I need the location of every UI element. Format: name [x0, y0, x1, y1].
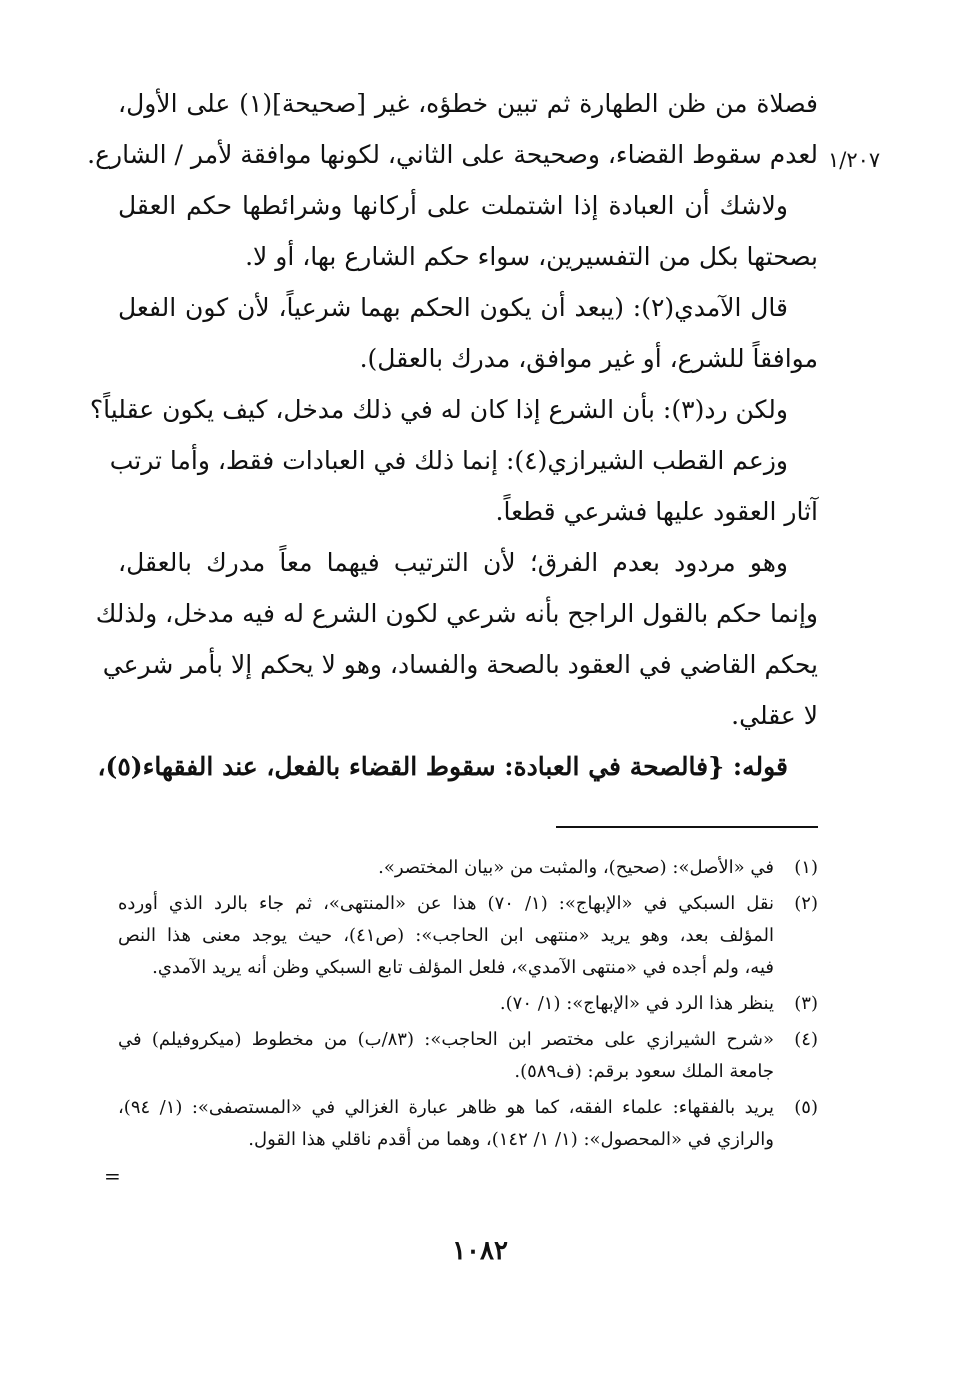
- text-line: فصلاة من ظن الطهارة ثم تبين خطؤه، غير [صحيحة](١) على الأول،: [118, 89, 818, 118]
- footnotes-section: [118, 852, 818, 1160]
- footnote-text-line: ينظر هذا الرد في «الإبهاج»: (١/ ٧٠).: [499, 993, 774, 1014]
- text-line: لا عقلي.: [731, 701, 818, 730]
- footnote-number: (١): [794, 857, 818, 878]
- footnote-separator: [556, 826, 818, 828]
- text-line: وزعم القطب الشيرازي(٤): إنما ذلك في العبادات فقط، وأما ترتب: [109, 446, 788, 475]
- footnote-number: (٤): [794, 1029, 818, 1050]
- text-line: قال الآمدي(٢): (يبعد أن يكون الحكم بهما شرعياً، لأن كون الفعل: [118, 293, 789, 322]
- text-line: موافقاً للشرع، أو غير موافق، مدرك بالعقل).: [359, 344, 818, 373]
- footnote-text-line: «شرح الشيرازي على مختصر ابن الحاجب»: (٨٣/ب) من مخطوط (ميكروفيلم) في: [118, 1029, 774, 1050]
- text-line: وإنما حكم بالقول الراجح بأنه شرعي لكون الشرع له فيه مدخل، ولذلك: [95, 599, 818, 628]
- text-line: ولاشك أن العبادة إذا اشتملت على أركانها وشرائطها حكم العقل: [118, 191, 788, 220]
- text-line: قوله: {فالصحة في العبادة: سقوط القضاء بالفعل، عند الفقهاء(٥)،: [97, 752, 788, 781]
- main-text-body: [87, 78, 818, 792]
- footnote: [118, 888, 818, 984]
- footnote-text-line: والرازي في «المحصول»: (١/ ١/ ١٤٢)، وهما من أقدم ناقلي هذا القول.: [248, 1129, 774, 1150]
- footnote: [118, 988, 818, 1020]
- footnote-text-line: يريد بالفقهاء: علماء الفقه، كما هو ظاهر عبارة الغزالي في «المستصفى»: (١/ ٩٤)،: [118, 1097, 774, 1118]
- footnote: [118, 1024, 818, 1088]
- footnote-number: (٣): [794, 993, 818, 1014]
- footnote-text-line: نقل السبكي في «الإبهاج»: (١/ ٧٠) هذا عن «المنتهى»، ثم جاء بالرد الذي أورده: [118, 893, 774, 914]
- margin-manuscript-reference: ١/٢٠٧: [828, 148, 881, 172]
- footnote-text-line: جامعة الملك سعود برقم: (ف٥٨٩).: [514, 1061, 774, 1082]
- text-line: آثار العقود عليها فشرعي قطعاً.: [495, 497, 818, 526]
- text-line: بصحتها بكل من التفسيرين، سواء حكم الشارع بها، أو لا.: [245, 242, 818, 271]
- continuation-mark: =: [104, 1164, 121, 1188]
- footnote-number: (٢): [794, 893, 818, 914]
- footnote: [118, 852, 818, 884]
- text-line: يحكم القاضي في العقود بالصحة والفساد، وهو لا يحكم إلا بأمر شرعي: [102, 650, 818, 679]
- footnote: [118, 1092, 818, 1156]
- footnote-text-line: في «الأصل»: (صحيح)، والمثبت من «بيان المختصر».: [378, 857, 774, 878]
- footnote-text-line: المؤلف بعد، وهو يريد «منتهى ابن الحاجب»: (ص٤١)، حيث يوجد معنى هذا النص: [118, 925, 774, 946]
- footnote-number: (٥): [794, 1097, 818, 1118]
- page-number: ١٠٨٢: [452, 1236, 508, 1266]
- footnote-text-line: فيه، ولم أجده في «منتهى الآمدي»، فلعل المؤلف تابع السبكي وظن أنه يريد الآمدي.: [152, 957, 774, 978]
- text-line: ولكن رد(٣): بأن الشرع إذا كان له في ذلك مدخل، كيف يكون عقلياً؟: [89, 395, 788, 424]
- text-line: وهو مردود بعدم الفرق؛ لأن الترتيب فيهما معاً مدرك بالعقل،: [118, 548, 788, 577]
- text-line: لعدم سقوط القضاء، وصحيحة على الثاني، لكونها موافقة لأمر / الشارع.: [87, 140, 818, 169]
